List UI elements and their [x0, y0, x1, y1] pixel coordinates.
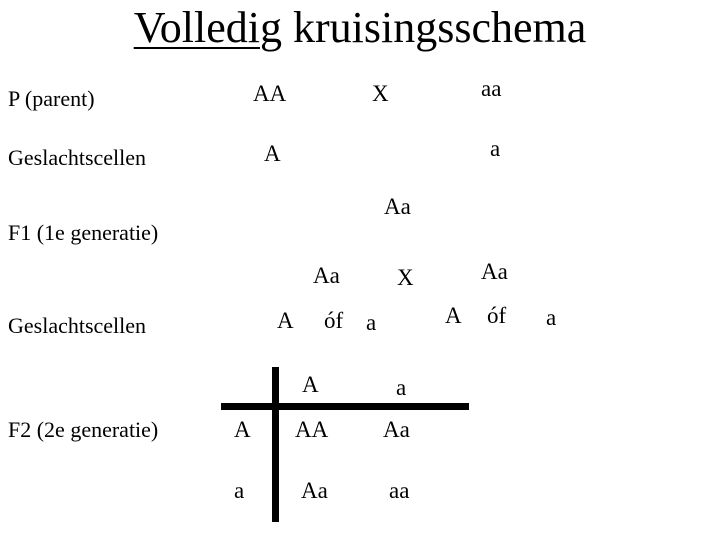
gamete-right-or: óf [487, 303, 507, 328]
label-gametes-2: Geslachtscellen [8, 313, 147, 338]
cross-symbol-1: X [372, 81, 389, 106]
gamete-left-a-upper: A [277, 308, 294, 333]
f1-parent-left-genotype: Aa [313, 263, 340, 288]
gamete-left-a-lower: a [366, 310, 377, 335]
f1-offspring-genotype: Aa [384, 194, 411, 219]
gamete-right-a-upper: A [445, 303, 462, 328]
parent-left-genotype: AA [253, 81, 287, 106]
punnett-col-header: A [302, 372, 319, 397]
cross-symbol-2: X [397, 265, 414, 290]
punnett-cell: Aa [383, 417, 410, 442]
punnett-vertical-divider [272, 367, 279, 522]
page-title [0, 3, 720, 52]
gamete-right-a-lower: a [546, 305, 557, 330]
title-underlined-word: Volledig [133, 3, 282, 52]
punnett-horizontal-divider [221, 403, 469, 410]
label-f2: F2 (2e generatie) [8, 417, 159, 442]
punnett-cell: aa [389, 478, 410, 503]
title-rest: kruisingsschema [282, 3, 587, 52]
label-gametes-1: Geslachtscellen [8, 145, 147, 170]
label-parent: P (parent) [8, 86, 95, 111]
punnett-row-header: A [234, 417, 251, 442]
punnett-cell: Aa [301, 478, 328, 503]
gamete-right-1: a [490, 136, 501, 161]
parent-right-genotype: aa [481, 76, 502, 101]
punnett-row-header: a [234, 478, 245, 503]
punnett-col-header: a [396, 375, 407, 400]
gamete-left-or: óf [324, 308, 344, 333]
label-f1: F1 (1e generatie) [8, 220, 159, 245]
punnett-cell: AA [295, 417, 329, 442]
gamete-left-1: A [264, 141, 281, 166]
f1-parent-right-genotype: Aa [481, 259, 508, 284]
